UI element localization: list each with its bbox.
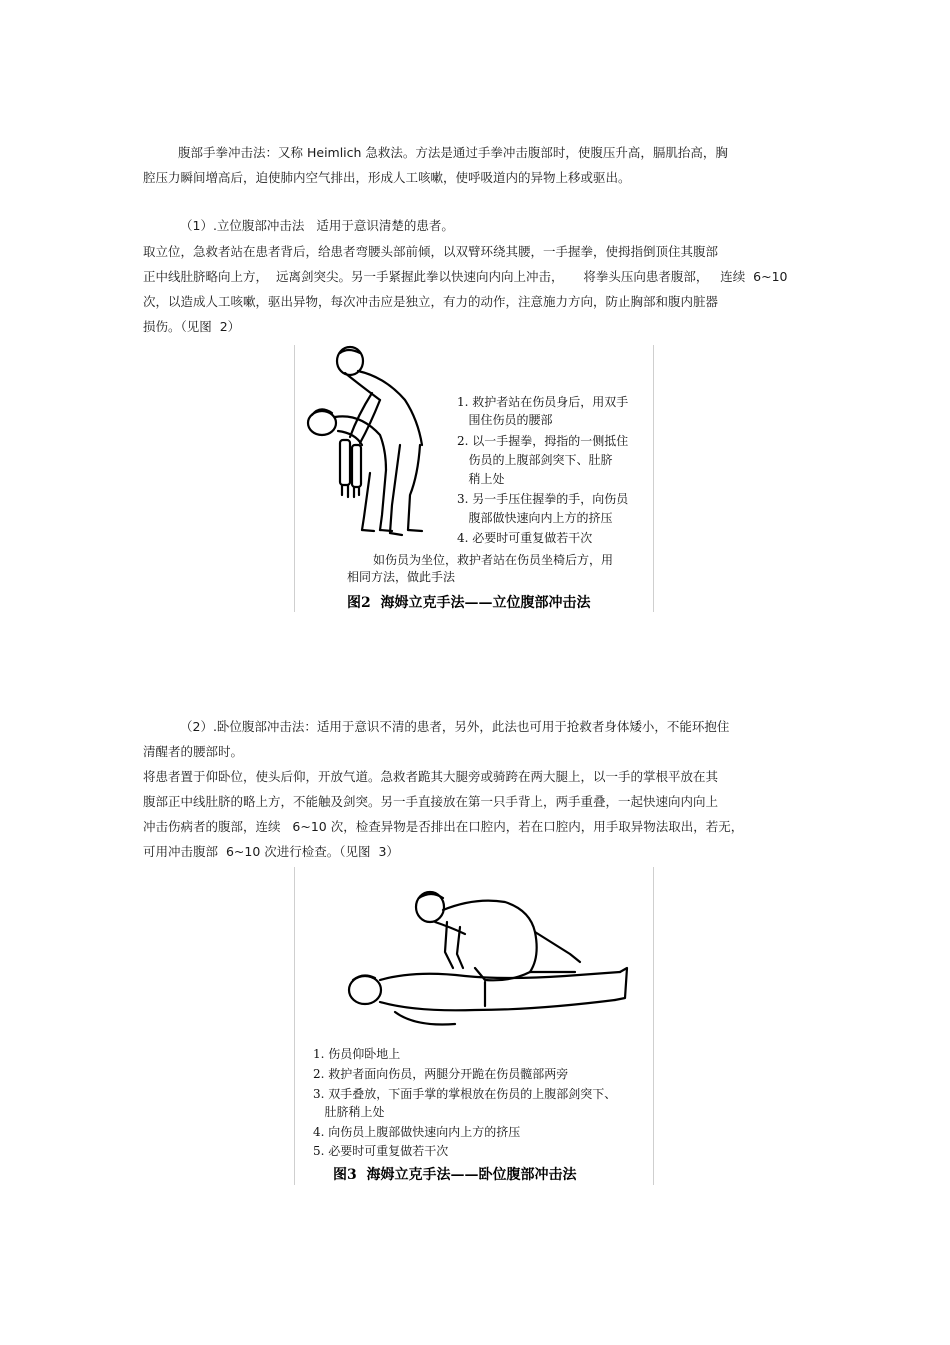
section1-heading: （1）.立位腹部冲击法 适用于意识清楚的患者。: [180, 218, 454, 233]
figure2-step-1: 1. 救护者站在伤员身后，用双手: [457, 395, 629, 409]
figure2-step-2b: 伤员的上腹部剑突下、肚脐: [457, 453, 613, 467]
section2-heading: （2）.卧位腹部冲击法：适用于意识不清的患者，另外，此法也可用于抢救者身体矮小，不能环抱住: [180, 719, 730, 734]
figure-3: [294, 867, 654, 1185]
figure2-step-2: 2. 以一手握拳，拇指的一侧抵住: [457, 434, 629, 448]
figure3-step-3: 3. 双手叠放，下面手掌的掌根放在伤员的上腹部剑突下、: [313, 1087, 617, 1101]
figure3-step-3b: 肚脐稍上处: [313, 1105, 385, 1119]
section2-line-5: 可用冲击腹部 6~10 次进行检查。（见图 3）: [143, 844, 399, 859]
intro-line-1: 腹部手拳冲击法：又称 Heimlich 急救法。方法是通过手拳冲击腹部时，使腹压升高，膈肌抬高，胸: [178, 145, 728, 160]
figure2-note-1: 如伤员为坐位，救护者站在伤员坐椅后方，用: [373, 553, 614, 567]
figure3-step-5: 5. 必要时可重复做若干次: [313, 1144, 449, 1158]
figure3-step-1: 1. 伤员仰卧地上: [313, 1047, 401, 1061]
figure2-step-1b: 围住伤员的腰部: [457, 413, 553, 427]
section1-line-3: 次，以造成人工咳嗽，驱出异物，每次冲击应是独立，有力的动作，注意施力方向，防止胸部和腹内脏器: [143, 294, 719, 309]
lying-heimlich-illustration: [335, 872, 635, 1042]
figure-2: [294, 345, 654, 612]
figure3-title: 图3 海姆立克手法——卧位腹部冲击法: [333, 1167, 577, 1183]
figure3-step-2: 2. 救护者面向伤员，两腿分开跪在伤员髋部两旁: [313, 1067, 569, 1081]
intro-line-2: 腔压力瞬间增高后，迫使肺内空气排出，形成人工咳嗽，使呼吸道内的异物上移或驱出。: [143, 170, 631, 185]
figure2-note-2: 相同方法，做此手法: [347, 570, 456, 584]
figure2-title: 图2 海姆立克手法——立位腹部冲击法: [347, 595, 591, 611]
figure2-step-4: 4. 必要时可重复做若干次: [457, 531, 593, 545]
section2-line-2: 将患者置于仰卧位，使头后仰，开放气道。急救者跪其大腿旁或骑跨在两大腿上，以一手的掌根平放在其: [143, 769, 719, 784]
figure2-step-2c: 稍上处: [457, 472, 505, 486]
section1-line-1: 取立位，急救者站在患者背后，给患者弯腰头部前倾，以双臂环绕其腰，一手握拳，使拇指倒顶住其腹部: [143, 244, 719, 259]
figure3-step-4: 4. 向伤员上腹部做快速向内上方的挤压: [313, 1125, 521, 1139]
section1-line-2: 正中线肚脐略向上方， 远离剑突尖。另一手紧握此拳以快速向内向上冲击， 将拳头压向患者腹部， 连续 6~10: [143, 269, 788, 284]
section2-line-3: 腹部正中线肚脐的略上方，不能触及剑突。另一手直接放在第一只手背上，两手重叠，一起快速向内向上: [143, 794, 719, 809]
section1-line-4: 损伤。（见图 2）: [143, 319, 241, 334]
section2-line-1: 清醒者的腰部时。: [143, 744, 244, 759]
section2-line-4: 冲击伤病者的腹部，连续 6~10 次，检查异物是否排出在口腔内，若在口腔内，用手取异物法取出，若无，: [143, 819, 744, 834]
standing-heimlich-illustration: [300, 345, 460, 545]
figure2-step-3: 3. 另一手压住握拳的手，向伤员: [457, 492, 629, 506]
figure2-step-3b: 腹部做快速向内上方的挤压: [457, 511, 613, 525]
